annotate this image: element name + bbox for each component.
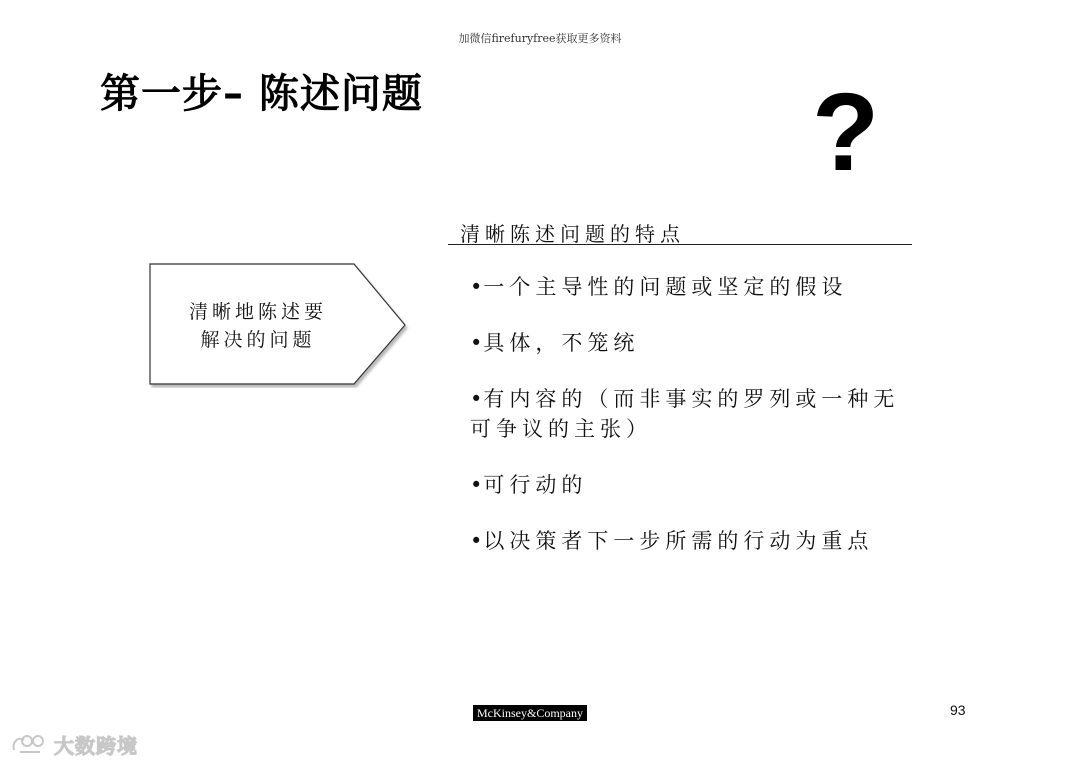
bullet-icon: • (470, 275, 483, 299)
arrow-callout-line-2: 解决的问题 (200, 329, 316, 351)
bullet-icon: • (470, 387, 483, 411)
list-item-text: 以决策者下一步所需的行动为重点 (483, 529, 874, 553)
bottom-watermark-text: 大数跨境 (54, 733, 138, 758)
list-item-text: 有内容的（而非事实的罗列或一种无可争议的主张） (470, 387, 900, 441)
arrow-callout-line-1: 清晰地陈述要 (188, 301, 327, 323)
list-item (470, 272, 940, 302)
list-item (470, 384, 925, 444)
bullet-icon: • (470, 473, 483, 497)
page-title: 第一步– 陈述问题 (100, 71, 423, 117)
list-item-text: 具体，不笼统 (483, 331, 640, 355)
company-logo: McKinsey&Company (473, 705, 587, 721)
features-list (470, 272, 940, 582)
list-item-text: 可行动的 (483, 473, 588, 497)
bullet-icon: • (470, 331, 483, 355)
heading-divider (448, 244, 912, 245)
arrow-callout (148, 262, 410, 388)
arrow-callout-text (158, 298, 358, 354)
list-item-text: 一个主导性的问题或坚定的假设 (483, 275, 848, 299)
question-mark-icon: ? (812, 71, 880, 194)
bullet-icon: • (470, 529, 483, 553)
list-item (470, 328, 940, 358)
features-heading: 清晰陈述问题的特点 (460, 222, 685, 246)
watermark-logo-icon (10, 732, 48, 756)
list-item (470, 470, 940, 500)
page-number: 93 (950, 702, 966, 718)
list-item (470, 526, 940, 556)
top-watermark-text: 加微信firefuryfree获取更多资料 (458, 32, 622, 45)
bottom-watermark (10, 730, 138, 758)
